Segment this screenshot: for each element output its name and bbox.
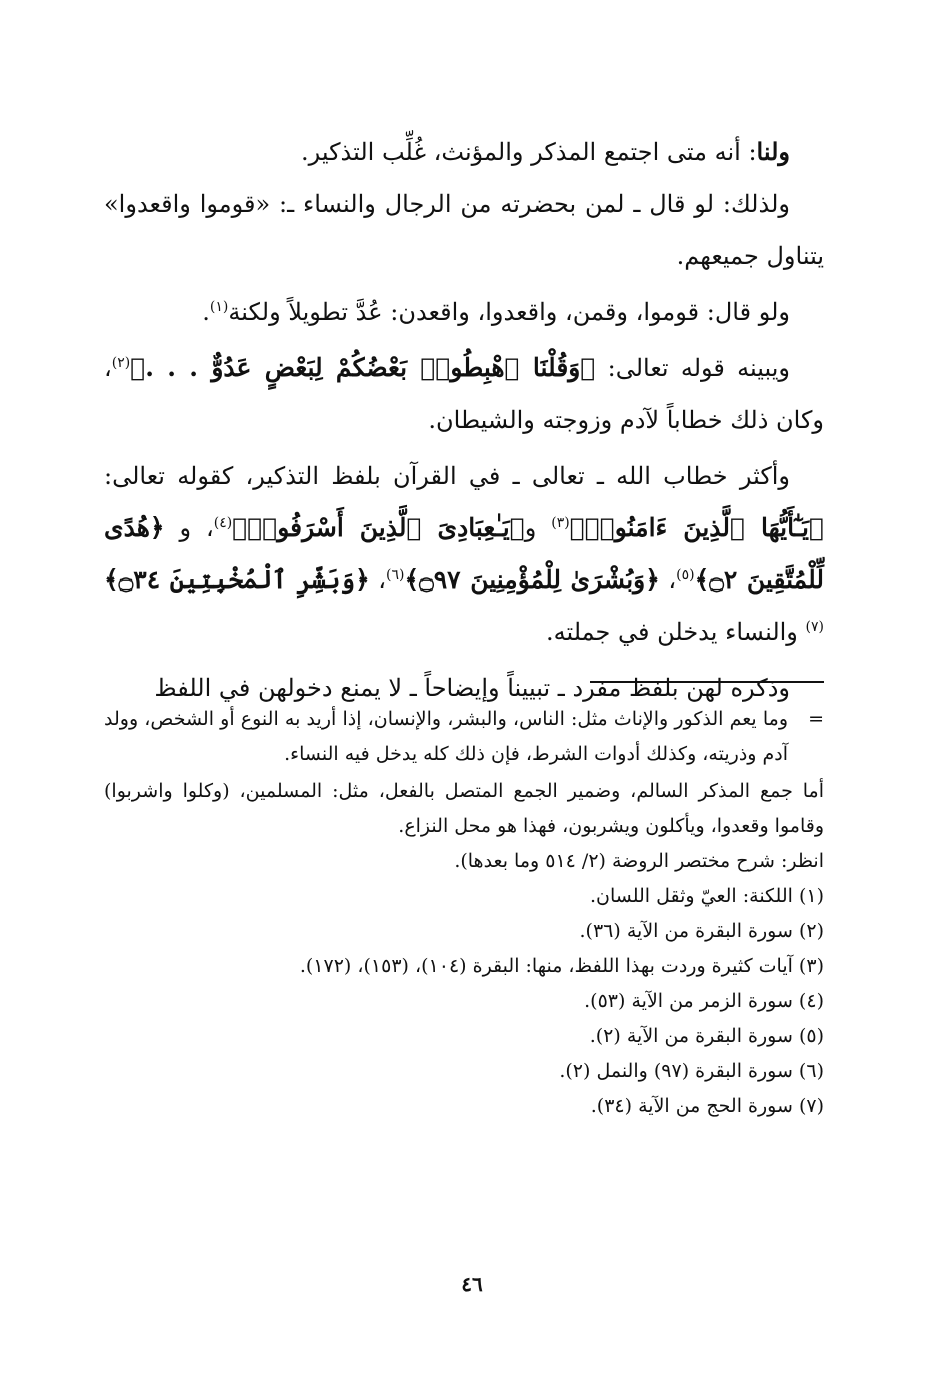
continuation-paragraph-2: أما جمع المذكر السالم، وضمير الجمع المتصل بالفعل، مثل: المسلمين، (وكلوا واشربوا) وقاموا وقعدوا، ويأكلون ويشربون، فهذا هو محل النزاع.: [104, 780, 824, 837]
paragraph-5-text-after: والنساء يدخلن في جملته.: [545, 618, 806, 646]
conjunction: ، و: [164, 514, 214, 542]
paragraph-5: [104, 450, 824, 658]
footnote-6: (٦) سورة البقرة (٩٧) والنمل (٢).: [559, 1060, 824, 1082]
separator: ،: [659, 566, 677, 594]
footnote-ref-7: (٧): [805, 619, 824, 635]
conjunction: و: [524, 514, 552, 542]
paragraph-3-end: .: [202, 298, 210, 326]
footnote-1: (١) اللكنة: العيّ وثقل اللسان.: [589, 885, 824, 907]
paragraph-1: [104, 126, 824, 178]
paragraph-2: ولذلك: لو قال ـ لمن بحضرته من الرجال والنساء ـ: «قوموا واقعدوا» يتناول جميعهم.: [104, 190, 824, 270]
footnote-4: (٤) سورة الزمر من الآية (٥٣).: [584, 990, 824, 1012]
paragraph-4: [104, 342, 824, 446]
footnote-divider: [590, 681, 824, 683]
quran-verse-4: ﴿هُدًى لِّلْمُتَّقِينَ ۝٢﴾: [104, 513, 825, 594]
footnote-7: (٧) سورة الحج من الآية (٣٤).: [590, 1095, 824, 1117]
continuation-reference: انظر: شرح مختصر الروضة (٢/ ٥١٤ وما بعدها).: [454, 850, 824, 872]
quran-verse-3: ﴿يَـٰعِبَادِىَ ٱلَّذِينَ أَسْرَفُوا۟﴾: [232, 513, 525, 542]
paragraph-1-text: : أنه متى اجتمع المذكر والمؤنث، غُلِّب التذكير.: [300, 138, 757, 166]
footnote-ref-2: (٢): [111, 355, 131, 371]
paragraph-5-text-before: وأكثر خطاب الله ـ تعالى ـ في القرآن بلفظ التذكير، كقوله تعالى:: [104, 462, 791, 490]
footnote-3: (٣) آيات كثيرة وردت بهذا اللفظ، منها: البقرة (١٠٤)، (١٥٣)، (١٧٢).: [299, 955, 824, 977]
quran-verse-1: ﴿وَقُلْنَا ٱهْبِطُوا۟ بَعْضُكُمْ لِبَعْضٍ عَدُوٌّ . . .﴾: [130, 353, 596, 382]
paragraph-3: [104, 286, 824, 338]
page-number: ٤٦: [461, 1272, 483, 1296]
quran-verse-6: ﴿وَبَشِّرِ ٱلْمُخْبِتِينَ ۝٣٤﴾: [104, 565, 370, 594]
footnote-5: (٥) سورة البقرة من الآية (٢).: [589, 1025, 824, 1047]
footnote-2: (٢) سورة البقرة من الآية (٣٦).: [579, 920, 824, 942]
continuation-marker: =: [808, 708, 824, 730]
paragraph-6: وذكره لهن بلفظ مفرد ـ تبييناً وإيضاحاً ـ لا يمنع دخولهن في اللفظ: [154, 674, 790, 702]
paragraph-1-lead: ولنا: [756, 137, 790, 166]
continuation-text: وما يعم الذكور والإناث مثل: الناس، والبشر، والإنسان، إذا أريد به النوع أو الشخص، وولد آدم وذريته، وكذلك أدوات الشرط، فإن ذلك كله يدخل فيه النساء.: [104, 708, 788, 765]
paragraph-4-text-after: ، وكان ذلك خطاباً لآدم وزوجته والشيطان.: [104, 354, 824, 434]
footnotes-section: [104, 702, 824, 1124]
main-text: [104, 126, 824, 714]
footnote-ref-4: (٤): [213, 515, 233, 531]
footnote-continuation: [104, 702, 824, 772]
paragraph-4-text-before: ويبينه قوله تعالى:: [595, 354, 791, 382]
paragraph-3-text: ولو قال: قوموا، وقمن، واقعدوا، واقعدن: عُدَّ تطويلاً ولكنة: [228, 298, 790, 326]
separator: ،: [369, 566, 386, 594]
footnote-ref-5: (٥): [676, 567, 695, 583]
footnote-ref-6: (٦): [385, 567, 405, 583]
quran-verse-2: ﴿يَـٰٓأَيُّهَا ٱلَّذِينَ ءَامَنُوا۟﴾: [569, 513, 825, 542]
footnote-ref-1: (١): [209, 299, 229, 315]
footnote-ref-3: (٣): [551, 515, 570, 531]
quran-verse-5: ﴿وَبُشْرَىٰ لِلْمُؤْمِنِينَ ۝٩٧﴾: [404, 565, 660, 594]
